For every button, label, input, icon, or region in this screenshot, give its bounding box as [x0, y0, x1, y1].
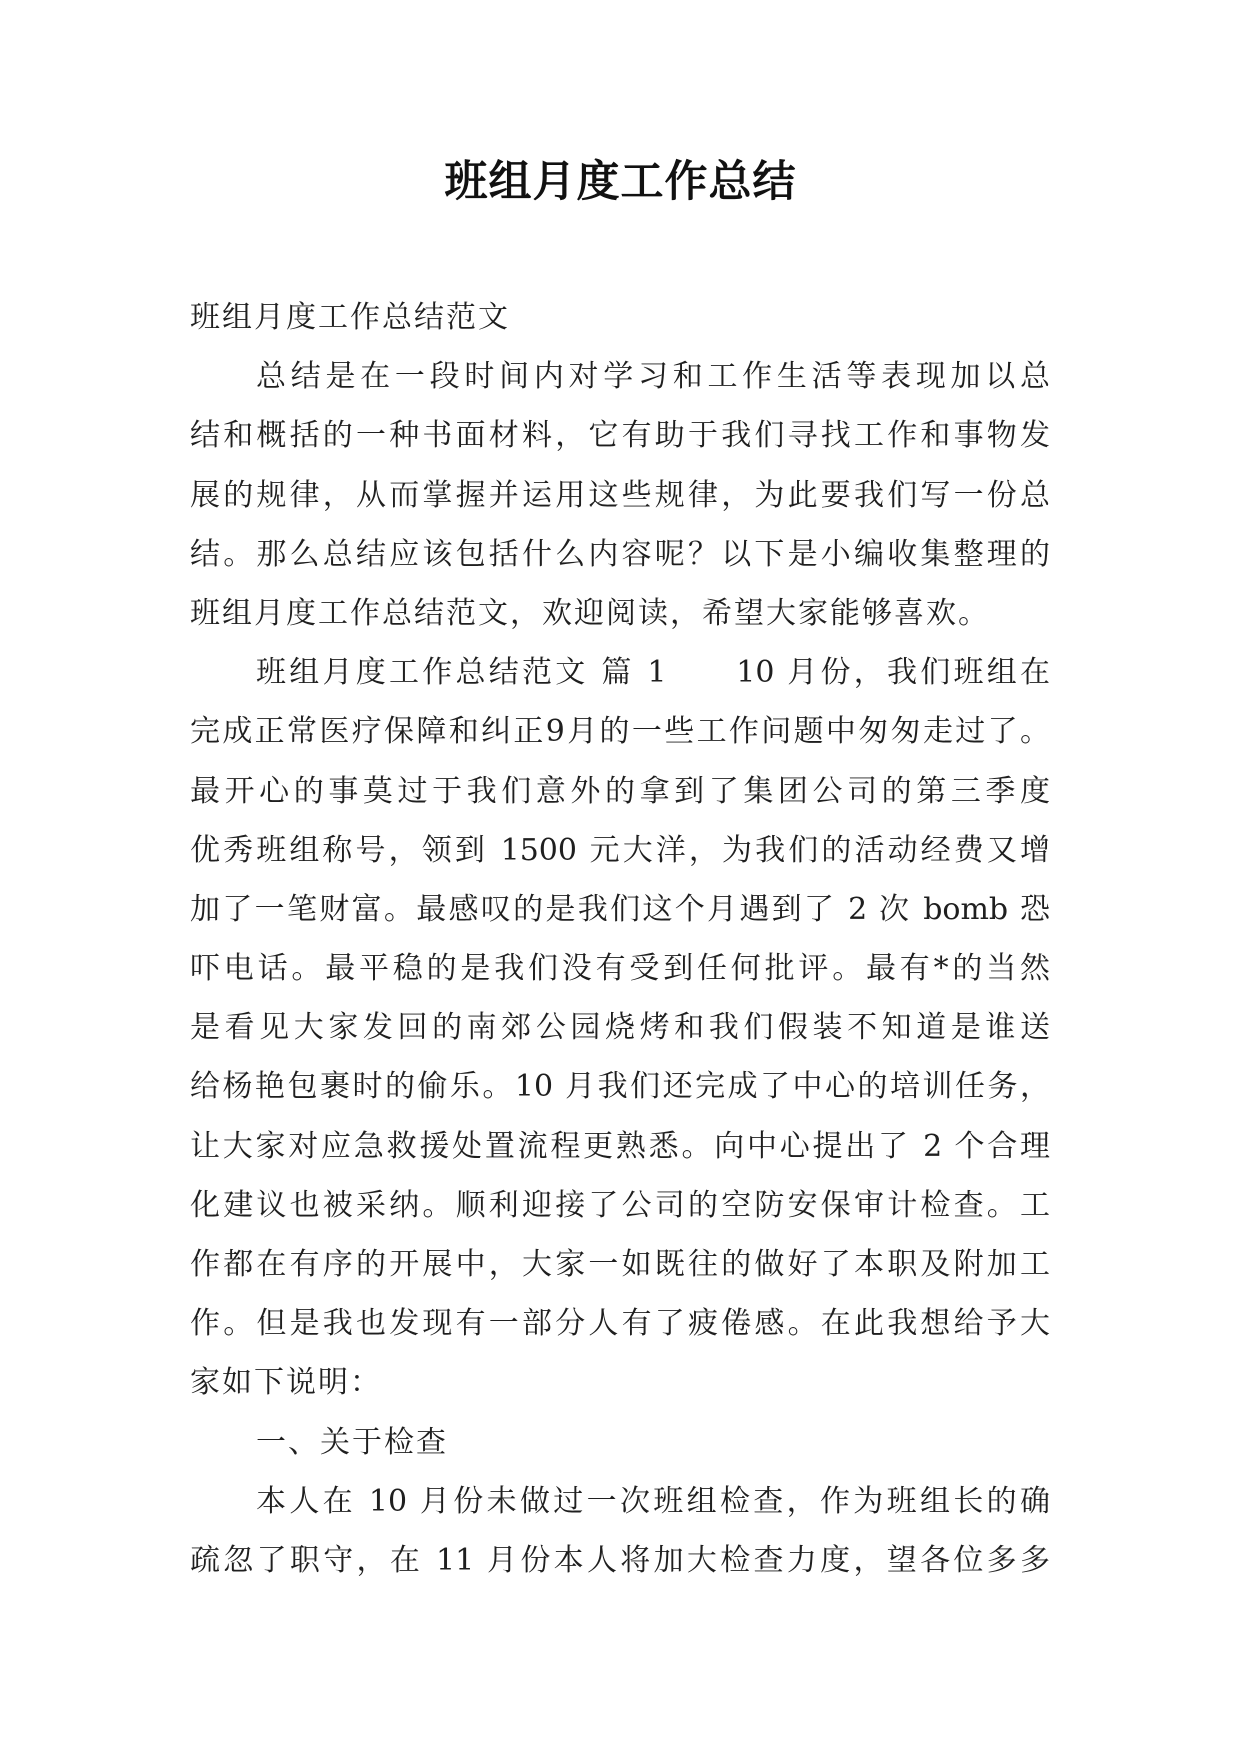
- text-line: 家如下说明：: [190, 1365, 382, 1401]
- text-line: 完成正常医疗保障和纠正9月的一些工作问题中匆匆走过了。: [190, 714, 1050, 750]
- document-body: [190, 288, 1050, 1590]
- text-line: 结和概括的一种书面材料，它有助于我们寻找工作和事物发: [190, 418, 1050, 454]
- text-line: 加了一笔财富。最感叹的是我们这个月遇到了 2 次 bomb 恐: [190, 891, 1050, 927]
- text-line: 最开心的事莫过于我们意外的拿到了集团公司的第三季度: [190, 773, 1050, 809]
- text-line: 作都在有序的开展中，大家一如既往的做好了本职及附加工: [190, 1247, 1050, 1282]
- text-line: 展的规律，从而掌握并运用这些规律，为此要我们写一份总: [190, 477, 1050, 513]
- document-title: 班组月度工作总结: [444, 157, 797, 207]
- text-line: 化建议也被采纳。顺利迎接了公司的空防安保审计检查。工: [190, 1187, 1050, 1223]
- text-line: 总结是在一段时间内对学习和工作生活等表现加以总: [256, 359, 1050, 395]
- text-line: 一、关于检查: [256, 1424, 448, 1460]
- text-line: 班组月度工作总结范文: [190, 300, 510, 335]
- text-line: 作。但是我也发现有一部分人有了疲倦感。在此我想给予大: [190, 1306, 1050, 1342]
- text-line: 班组月度工作总结范文 篇 1 10 月份，我们班组在: [256, 655, 1050, 691]
- text-line: 疏忽了职守，在 11 月份本人将加大检查力度，望各位多多: [190, 1542, 1050, 1578]
- text-line: 吓电话。最平稳的是我们没有受到任何批评。最有*的当然: [190, 951, 1050, 987]
- text-line: 让大家对应急救援处置流程更熟悉。向中心提出了 2 个合理: [190, 1128, 1050, 1164]
- text-line: 是看见大家发回的南郊公园烧烤和我们假装不知道是谁送: [190, 1010, 1050, 1046]
- text-line: 本人在 10 月份未做过一次班组检查，作为班组长的确: [256, 1483, 1050, 1519]
- text-line: 给杨艳包裹时的偷乐。10 月我们还完成了中心的培训任务，: [190, 1069, 1050, 1105]
- text-line: 优秀班组称号，领到 1500 元大洋，为我们的活动经费又增: [190, 832, 1050, 868]
- text-line: 结。那么总结应该包括什么内容呢？以下是小编收集整理的: [190, 536, 1050, 572]
- text-line: 班组月度工作总结范文，欢迎阅读，希望大家能够喜欢。: [190, 595, 990, 631]
